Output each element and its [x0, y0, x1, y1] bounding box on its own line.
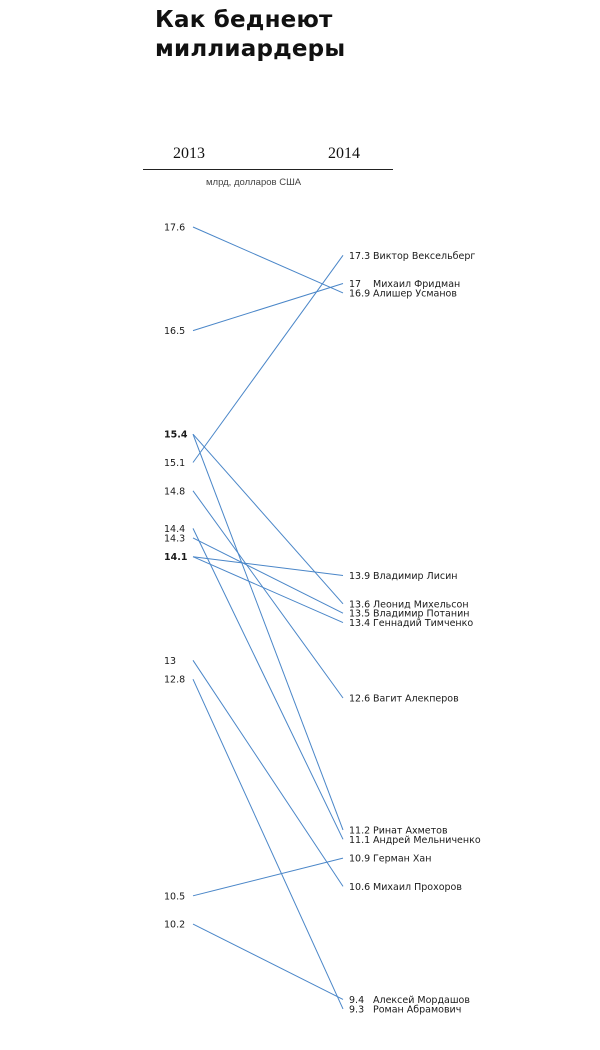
billionaire-name-label-12: Михаил Прохоров [373, 881, 462, 893]
right-value-label-8: 12.6 [349, 693, 371, 705]
unit-label: млрд, долларов США [206, 177, 302, 188]
slope-lines [193, 227, 343, 1009]
right-value-label-9: 11.2 [349, 825, 371, 837]
right-value-label-3: 16.9 [349, 288, 371, 300]
right-value-label-7: 13.4 [349, 618, 371, 630]
slope-line-12 [193, 660, 343, 886]
billionaire-name-label-2: Михаил Фридман [373, 279, 461, 290]
slope-line-13 [193, 924, 343, 999]
billionaire-name-label-8: Вагит Алекперов [373, 693, 459, 705]
left-value-label-5: 14.8 [164, 486, 186, 498]
year-2013-header: 2013 [173, 145, 205, 162]
billionaire-name-label-14: Роман Абрамович [373, 1004, 462, 1016]
billionaire-name-label-7: Геннадий Тимченко [373, 618, 474, 630]
left-value-label-10: 12.8 [164, 674, 186, 686]
left-value-label-11: 10.5 [164, 891, 186, 903]
billionaire-name-label-11: Герман Хан [373, 853, 432, 865]
right-value-label-5: 13.6 [349, 599, 371, 611]
billionaire-name-label-9: Ринат Ахметов [373, 825, 448, 837]
right-value-label-2: 17 [349, 279, 362, 290]
right-value-label-4: 13.9 [349, 571, 371, 582]
slope-line-1 [193, 255, 343, 462]
right-value-label-10: 11.1 [349, 834, 371, 846]
billionaire-name-label-4: Владимир Лисин [373, 571, 458, 582]
slope-line-8 [193, 491, 343, 698]
billionaire-name-label-5: Леонид Михельсон [373, 599, 469, 611]
billionaire-name-label-6: Владимир Потанин [373, 608, 470, 620]
left-value-label-2: 16.5 [164, 326, 186, 338]
right-value-label-6: 13.5 [349, 608, 371, 620]
right-value-labels [349, 251, 481, 1016]
billionaire-name-label-13: Алексей Мордашов [373, 994, 470, 1006]
right-value-label-1: 17.3 [349, 250, 371, 262]
left-value-label-6: 14.4 [164, 523, 186, 535]
left-value-labels [164, 223, 188, 931]
right-value-label-12: 10.6 [349, 881, 371, 893]
right-value-label-14: 9.3 [349, 1004, 365, 1016]
right-value-label-11: 10.9 [349, 853, 371, 865]
slope-line-11 [193, 858, 343, 896]
slope-line-2 [193, 284, 343, 331]
left-value-label-9: 13 [164, 655, 177, 667]
billionaire-name-label-1: Виктор Вексельберг [373, 250, 476, 262]
chart-title-line-2: миллиардеры [155, 36, 346, 62]
left-value-label-3: 15.4 [164, 429, 188, 441]
slope-line-14 [193, 679, 343, 1009]
billionaire-name-label-10: Андрей Мельниченко [373, 834, 481, 846]
left-value-label-8: 14.1 [164, 552, 188, 564]
slope-line-3 [193, 227, 343, 293]
year-2014-header: 2014 [328, 145, 360, 162]
chart-title-line-1: Как беднеют [155, 7, 333, 33]
billionaire-name-label-3: Алишер Усманов [373, 288, 457, 300]
left-value-label-1: 17.6 [164, 222, 186, 234]
right-value-label-13: 9.4 [349, 994, 365, 1006]
slope-line-9 [193, 434, 343, 830]
slope-line-5 [193, 434, 343, 604]
left-value-label-12: 10.2 [164, 919, 186, 931]
left-value-label-7: 14.3 [164, 533, 186, 545]
left-value-label-4: 15.1 [164, 458, 186, 469]
